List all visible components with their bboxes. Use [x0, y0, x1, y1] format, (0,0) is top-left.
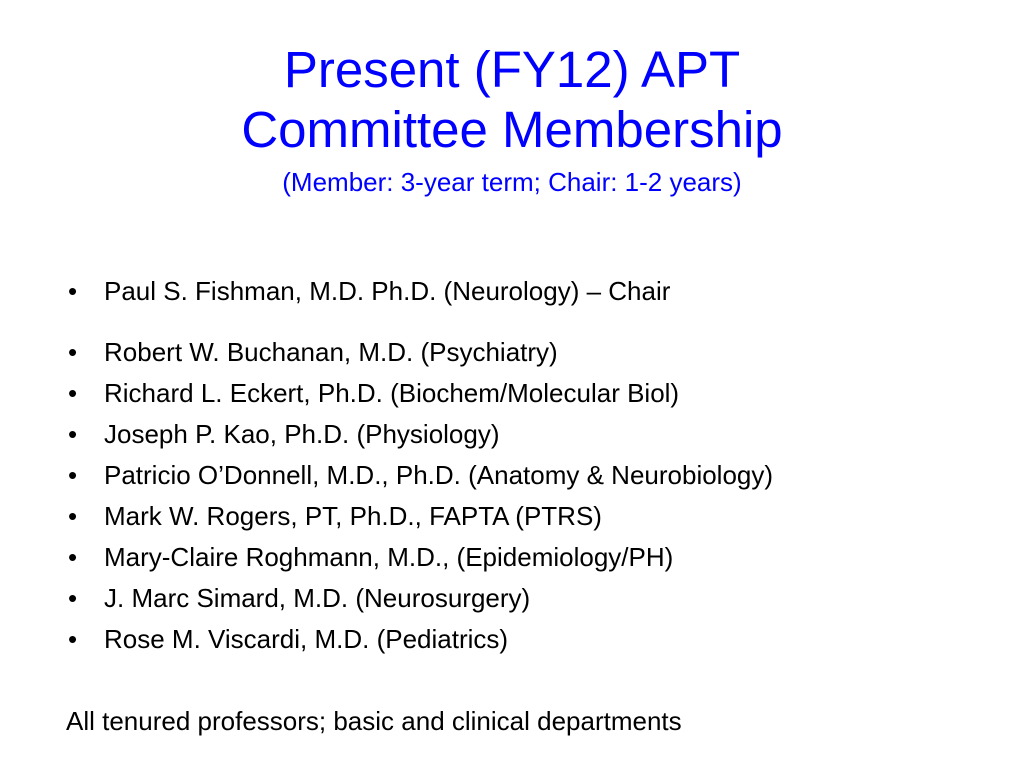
list-item — [68, 540, 673, 574]
bullet-icon: • — [68, 501, 78, 531]
member-name: Rose M. Viscardi, M.D. (Pediatrics) — [104, 624, 509, 654]
bullet-icon: • — [68, 419, 78, 449]
slide-subtitle: (Member: 3-year term; Chair: 1-2 years) — [282, 167, 742, 197]
member-name: Richard L. Eckert, Ph.D. (Biochem/Molecular Biol) — [104, 378, 680, 408]
list-item — [68, 581, 530, 615]
bullet-icon: • — [68, 378, 78, 408]
list-item — [68, 417, 500, 451]
member-name: Patricio O’Donnell, M.D., Ph.D. (Anatomy & Neurobiology) — [104, 460, 774, 490]
member-name: Robert W. Buchanan, M.D. (Psychiatry) — [104, 337, 558, 367]
footer-note: All tenured professors; basic and clinical departments — [66, 706, 682, 736]
bullet-icon: • — [68, 460, 78, 490]
bullet-icon: • — [68, 583, 78, 613]
list-item — [68, 274, 670, 308]
bullet-icon: • — [68, 624, 78, 654]
bullet-icon: • — [68, 337, 78, 367]
bullet-icon: • — [68, 542, 78, 572]
member-name: J. Marc Simard, M.D. (Neurosurgery) — [104, 583, 531, 613]
member-name: Joseph P. Kao, Ph.D. (Physiology) — [104, 419, 500, 449]
member-name: Mark W. Rogers, PT, Ph.D., FAPTA (PTRS) — [104, 501, 602, 531]
list-item — [68, 458, 773, 492]
list-item — [68, 335, 558, 369]
bullet-icon: • — [68, 276, 78, 306]
list-item — [68, 622, 508, 656]
list-item — [68, 499, 602, 533]
member-name: Paul S. Fishman, M.D. Ph.D. (Neurology) – Chair — [104, 276, 671, 306]
list-item — [68, 376, 679, 410]
slide-title-line-2: Committee Membership — [241, 101, 783, 158]
member-name: Mary-Claire Roghmann, M.D., (Epidemiology/PH) — [104, 542, 674, 572]
slide-title-line-1: Present (FY12) APT — [283, 41, 741, 98]
